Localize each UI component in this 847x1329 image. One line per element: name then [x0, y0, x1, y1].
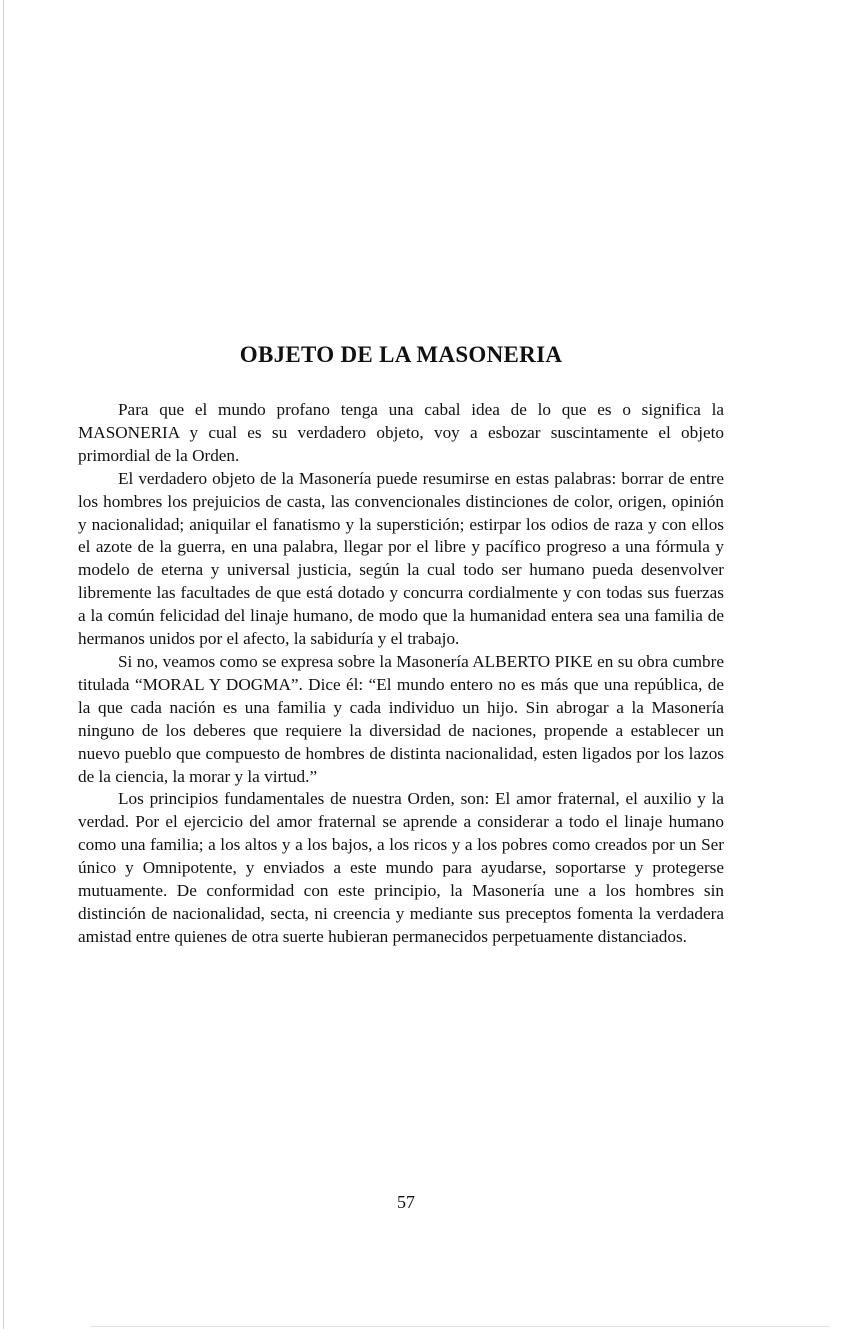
- page-number: 57: [397, 1192, 415, 1212]
- page-edge-shadow: [3, 0, 4, 1329]
- paragraph-4: Los principios fundamentales de nuestra Orden, son: El amor fraternal, el auxilio y la verdad. Por el ejercicio del amor fraternal se aprende a considerar a todo el linaje humano como una familia; a los altos y a los bajos, a los ricos y a los pobres como creados por un Ser único y Omnipotente, y enviados a este mundo para ayudarse, soportarse y protegerse mutuamente. De conformidad con este principio, la Masonería une a los hombres sin distinción de nacionalidad, secta, ni creencia y mediante sus preceptos fomenta la verdadera amistad entre quienes de otra suerte hubieran permanecidos perpetuamente distanciados.: [78, 789, 724, 946]
- paragraph-1: Para que el mundo profano tenga una cabal idea de lo que es o significa la MASONERIA y cual es su verdadero objeto, voy a esbozar suscintamente el objeto primordial de la Orden.: [78, 400, 724, 465]
- paragraph-2: El verdadero objeto de la Masonería puede resumirse en estas palabras: borrar de entre los hombres los prejuicios de casta, las convencionales distinciones de color, origen, opinión y nacionalidad; aniquilar el fanatismo y la superstición; estirpar los odios de raza y con ellos el azote de la guerra, en una palabra, llegar por el libre y pacífico progreso a una fórmula y modelo de eterna y universal justicia, según la cual todo ser humano pueda desenvolver libremente las facultades de que está dotado y concurra cordialmente y con todas sus fuerzas a la común felicidad del linaje humano, de modo que la humanidad entera sea una familia de hermanos unidos por el afecto, la sabiduría y el trabajo.: [78, 468, 724, 649]
- chapter-title: OBJETO DE LA MASONERIA: [239, 342, 563, 367]
- paragraph-3: Si no, veamos como se expresa sobre la Masonería ALBERTO PIKE en su obra cumbre titulada “MORAL Y DOGMA”. Dice él: “El mundo entero no es más que una república, de la que cada nación es una familia y cada individuo un hijo. Sin abrogar a la Masonería ninguno de los deberes que requiere la diversidad de naciones, propende a establecer un nuevo pueblo que compuesto de hombres de distinta nacionalidad, esten ligados por los lazos de la ciencia, la morar y la virtud.”: [78, 651, 724, 786]
- body-text: [78, 399, 724, 949]
- page-bottom-edge: [90, 1326, 830, 1327]
